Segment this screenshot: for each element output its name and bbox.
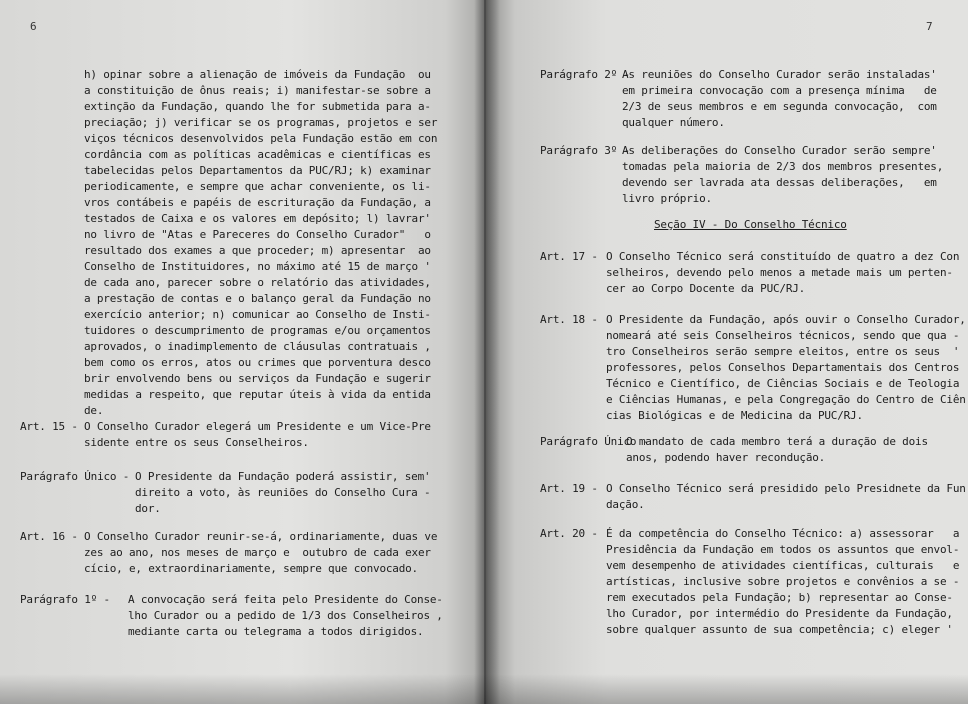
body-line: a constituição de ônus reais; i) manifestar-se sobre a — [84, 84, 431, 97]
page-number: 6 — [30, 20, 37, 33]
body-line: cordância com as políticas acadêmicas e científicas es — [84, 148, 431, 161]
body-line: medidas a respeito, que reputar úteis à vida da entida — [84, 388, 431, 401]
section-heading: Seção IV - Do Conselho Técnico — [654, 218, 847, 231]
body-line: direito a voto, às reuniões do Conselho Cura - — [135, 486, 431, 499]
paragraph-label: Parágrafo 1º - — [20, 593, 110, 606]
body-line: vem desempenho de atividades científicas, culturais e — [606, 559, 960, 572]
paragraph-label: Parágrafo Único - — [540, 435, 650, 448]
body-line: h) opinar sobre a alienação de imóveis da Fundação ou — [84, 68, 431, 81]
body-line: cício, e, extraordinariamente, sempre que convocado. — [84, 562, 418, 575]
paragraph-label: Parágrafo 3º - — [540, 144, 630, 157]
body-line: professores, pelos Conselhos Departamentais dos Centros — [606, 361, 960, 374]
body-line: lho Curador ou a pedido de 1/3 dos Conselheiros , — [128, 609, 443, 622]
body-line: mediante carta ou telegrama a todos dirigidos. — [128, 625, 424, 638]
body-line: tabelecidas pelos Departamentos da PUC/RJ; k) examinar — [84, 164, 431, 177]
body-line: vros contábeis e papéis de escrituração da Fundação, a — [84, 196, 431, 209]
article-label: Art. 20 - — [540, 527, 598, 540]
body-line: devendo ser lavrada ata dessas deliberações, em — [622, 176, 937, 189]
body-line: preciação; j) verificar se os programas, projetos e ser — [84, 116, 438, 129]
body-line: tomadas pela maioria de 2/3 dos membros presentes, — [622, 160, 944, 173]
article-label: Art. 16 - — [20, 530, 78, 543]
body-line: zes ao ano, nos meses de março e outubro de cada exer — [84, 546, 431, 559]
body-line: cer ao Corpo Docente da PUC/RJ. — [606, 282, 806, 295]
body-line: O Conselho Técnico será presidido pelo Presidnete da Fun — [606, 482, 966, 495]
body-line: brir envolvendo bens ou serviços da Fundação e sugerir — [84, 372, 431, 385]
body-line: livro próprio. — [622, 192, 712, 205]
body-line: e Ciências Humanas, e pela Congregação do Centro de Ciên — [606, 393, 966, 406]
body-line: Conselho de Instituidores, no máximo até 15 de março ' — [84, 260, 431, 273]
book-gutter — [474, 0, 500, 704]
body-line: Técnico e Científico, de Ciências Sociais e de Teologia — [606, 377, 960, 390]
article-label: Art. 19 - — [540, 482, 598, 495]
body-line: aprovados, o inadimplemento de cláusulas contratuais , — [84, 340, 431, 353]
body-line: cias Biológicas e de Medicina da PUC/RJ. — [606, 409, 863, 422]
body-line: rem executados pela Fundação; b) representar ao Conse- — [606, 591, 953, 604]
body-line: em primeira convocação com a presença mínima de — [622, 84, 937, 97]
body-line: a prestação de contas e o balanço geral da Fundação no — [84, 292, 431, 305]
body-line: extinção da Fundação, quando lhe for submetida para a- — [84, 100, 431, 113]
article-label: Art. 15 - — [20, 420, 78, 433]
body-line: É da competência do Conselho Técnico: a) assessorar a — [606, 527, 960, 540]
body-line: sobre qualquer assunto de sua competência; c) eleger ' — [606, 623, 953, 636]
paragraph-label: Parágrafo Único - — [20, 470, 130, 483]
body-line: O Conselho Técnico será constituído de quatro a dez Con — [606, 250, 960, 263]
body-line: O Conselho Curador reunir-se-á, ordinariamente, duas ve — [84, 530, 438, 543]
body-line: dação. — [606, 498, 645, 511]
body-line: Presidência da Fundação em todos os assuntos que envol- — [606, 543, 960, 556]
body-line: O Conselho Curador elegerá um Presidente e um Vice-Pre — [84, 420, 431, 433]
body-line: 2/3 de seus membros e em segunda convocação, com — [622, 100, 937, 113]
body-line: viços técnicos desenvolvidos pela Fundação estão em con — [84, 132, 438, 145]
body-line: tro Conselheiros serão sempre eleitos, entre os seus ' — [606, 345, 960, 358]
article-label: Art. 17 - — [540, 250, 598, 263]
body-line: nomeará até seis Conselheiros técnicos, sendo que qua - — [606, 329, 960, 342]
body-line: As reuniões do Conselho Curador serão instaladas' — [622, 68, 937, 81]
body-line: O Presidente da Fundação, após ouvir o Conselho Curador, — [606, 313, 966, 326]
paragraph-label: Parágrafo 2º - — [540, 68, 630, 81]
body-line: no livro de "Atas e Pareceres do Conselho Curador" o — [84, 228, 431, 241]
bottom-shadow — [0, 674, 968, 704]
page-number: 7 — [926, 20, 933, 33]
body-line: O mandato de cada membro terá a duração de dois — [626, 435, 928, 448]
body-line: resultado dos exames a que proceder; m) apresentar ao — [84, 244, 431, 257]
body-line: tuidores o descumprimento de programas e/ou orçamentos — [84, 324, 431, 337]
body-line: sidente entre os seus Conselheiros. — [84, 436, 309, 449]
article-label: Art. 18 - — [540, 313, 598, 326]
body-line: selheiros, devendo pelo menos a metade mais um perten- — [606, 266, 953, 279]
body-line: anos, podendo haver recondução. — [626, 451, 826, 464]
body-line: de. — [84, 404, 104, 417]
body-line: artísticas, inclusive sobre projetos e convênios a se - — [606, 575, 960, 588]
body-line: bem como os erros, atos ou crimes que porventura desco — [84, 356, 431, 369]
body-line: qualquer número. — [622, 116, 725, 129]
body-line: A convocação será feita pelo Presidente do Conse- — [128, 593, 443, 606]
body-line: O Presidente da Fundação poderá assistir, sem' — [135, 470, 431, 483]
body-line: de cada ano, parecer sobre o relatório das atividades, — [84, 276, 431, 289]
body-line: As deliberações do Conselho Curador serão sempre' — [622, 144, 937, 157]
body-line: periodicamente, e sempre que achar conveniente, os li- — [84, 180, 431, 193]
body-line: lho Curador, por intermédio do Presidente da Fundação, — [606, 607, 953, 620]
body-line: exercício anterior; n) comunicar ao Conselho de Insti- — [84, 308, 431, 321]
body-line: dor. — [135, 502, 161, 515]
body-line: testados de Caixa e os valores em depósito; l) lavrar' — [84, 212, 431, 225]
right-page — [486, 0, 968, 704]
